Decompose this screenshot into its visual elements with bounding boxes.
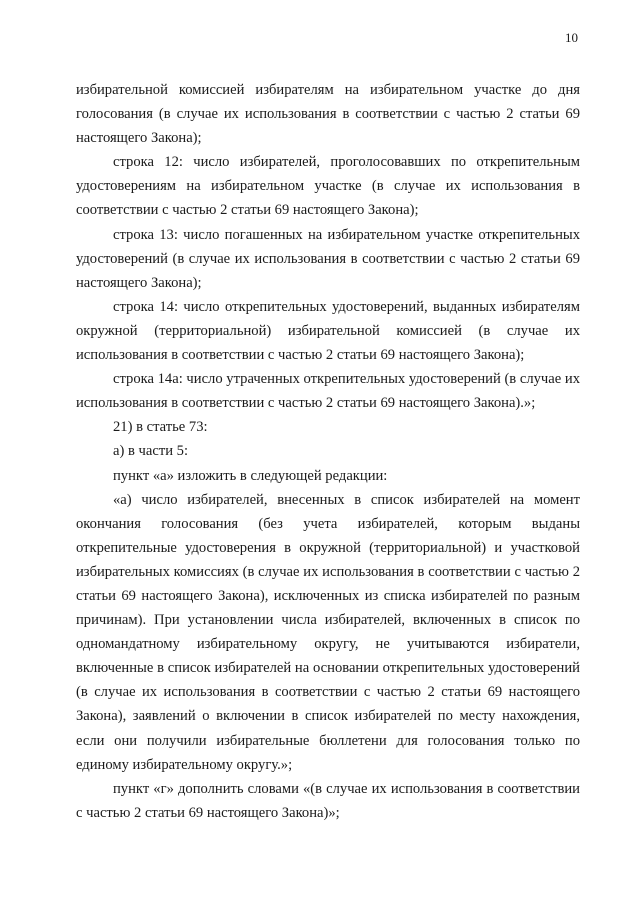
page-number: 10	[565, 30, 578, 45]
paragraph-line-12: строка 12: число избирателей, проголосовавших по открепительным удостоверениям на избирательном участке (в случае их использования в соответствии с частью 2 статьи 69 настоящего Закона);	[76, 154, 580, 219]
paragraph-item-a-text: «а) число избирателей, внесенных в список избирателей на момент окончания голосования (без учета избирателей, которым выданы открепительные удостоверения в окружной (территориальной) и участковой избирательных комиссиях (в случае их использования в соответствии с частью 2 статьи 69 настоящего Закона), исключенных из списка избирателей по разным причинам). При установлении числа избирателей, включенных в список по одномандатному избирательному округу, не учитываются избиратели, включенные в список избирателей на основании открепительных удостоверений (в случае их использования в соответствии с частью 2 статьи 69 настоящего Закона), заявлений о включении в список избирателей по месту нахождения, если они получили избирательные бюллетени для голосования только по единому избирательному округу.»;	[76, 491, 580, 773]
paragraph-article-73: 21) в статье 73:	[113, 419, 208, 436]
paragraph-item-g: пункт «г» дополнить словами «(в случае их использования в соответствии с частью 2 статьи 69 настоящего Закона)»;	[76, 780, 580, 821]
document-body	[76, 78, 580, 825]
paragraph-part-5: а) в части 5:	[113, 443, 189, 460]
paragraph-item-a-intro: пункт «а» изложить в следующей редакции:	[113, 467, 388, 484]
paragraph-line-13: строка 13: число погашенных на избирательном участке открепительных удостоверений (в случае их использования в соответствии с частью 2 статьи 69 настоящего Закона);	[76, 226, 580, 291]
paragraph-line-14: строка 14: число открепительных удостоверений, выданных избирателям окружной (территориальной) избирательной комиссией (в случае их использования в соответствии с частью 2 статьи 69 настоящего Закона);	[76, 298, 580, 364]
paragraph-continuation: избирательной комиссией избирателям на избирательном участке до дня голосования (в случае их использования в соответствии с частью 2 статьи 69 настоящего Закона);	[76, 82, 580, 147]
paragraph-line-14a: строка 14а: число утраченных открепительных удостоверений (в случае их использования в соответствии с частью 2 статьи 69 настоящего Закона).»;	[76, 371, 580, 412]
